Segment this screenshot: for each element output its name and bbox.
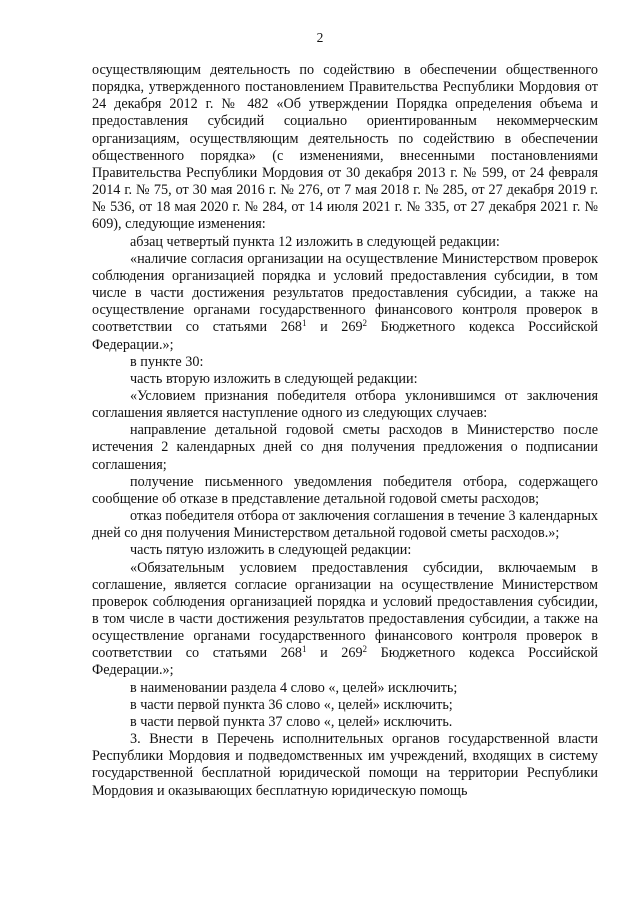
superscript: 1 (301, 644, 307, 655)
paragraph-text: «Обязательным условием предоставления субсидии, включаемым в соглашение, является согласие организации на осуществление Министерством проверок соблюдения организацией порядка и условий предоставления субсидии, в том числе в части достижения результатов предоставления субсидии, а также на осуществление органами государственного финансового контроля проверок в соответствии со статьями (92, 559, 598, 662)
paragraph: в пункте 30: (130, 353, 204, 370)
paragraph-consent-clause (92, 251, 598, 354)
article-number: 269 (341, 319, 363, 336)
superscript: 2 (362, 318, 368, 329)
paragraph: в части первой пункта 37 слово «, целей» исключить. (130, 713, 453, 730)
paragraph: получение письменного уведомления победителя отбора, содержащего сообщение об отказе в представление детальной годовой сметы расходов; (92, 473, 598, 507)
conjunction: и (320, 645, 328, 662)
paragraph: в наименовании раздела 4 слово «, целей» исключить; (130, 679, 458, 696)
paragraph: в части первой пункта 36 слово «, целей» исключить; (130, 696, 453, 713)
code-reference: Бюджетного кодекса Российской Федерации.»; (92, 645, 599, 679)
document-body (92, 62, 598, 800)
paragraph: направление детальной годовой сметы расходов в Министерство после истечения 2 календарных дней со дня получения предложения о подписании соглашения; (92, 422, 598, 473)
superscript: 1 (301, 318, 307, 329)
paragraph: «Условием признания победителя отбора уклонившимся от заключения соглашения является наступление одного из следующих случаев: (92, 387, 598, 422)
paragraph: часть вторую изложить в следующей редакции: (130, 370, 418, 387)
paragraph: отказ победителя отбора от заключения соглашения в течение 3 календарных дней со дня получения Министерством детальной годовой сметы расходов.»; (92, 508, 598, 542)
paragraph-item-3: 3. Внести в Перечень исполнительных органов государственной власти Республики Мордовия и подведомственных им учреждений, входящих в систему государственной бесплатной юридической помощи на территории Республики Мордовия и оказывающих бесплатную юридическую помощь (92, 731, 598, 799)
paragraph: часть пятую изложить в следующей редакции: (130, 542, 412, 559)
article-number: 268 (280, 319, 302, 336)
code-reference: Бюджетного кодекса Российской Федерации.»; (92, 319, 599, 353)
article-number: 269 (341, 645, 363, 662)
paragraph-obligatory-condition (92, 560, 598, 680)
conjunction: и (320, 319, 328, 336)
paragraph-amendment-intro: осуществляющим деятельность по содействию в обеспечении общественного порядка, утвержденного постановлением Правительства Республики Мордовия от 24 декабря 2012 г. № 482 «Об утверждении Порядка определения объема и предоставления субсидий социально ориентированным некоммерческим организациям, осуществляющим деятельность по содействию в обеспечении общественного порядка» (с изменениями, внесенными постановлениями Правительства Республики Мордовия от 30 декабря 2013 г. № 599, от 24 февраля 2014 г. № 75, от 30 мая 2016 г. № 276, от 7 мая 2018 г. № 285, от 27 декабря 2019 г. № 536, от 18 мая 2020 г. № 284, от 14 июля 2021 г. № 335, от 27 декабря 2021 г. № 609), следующие изменения: (92, 62, 598, 233)
superscript: 2 (362, 644, 368, 655)
paragraph: абзац четвертый пункта 12 изложить в следующей редакции: (130, 233, 500, 250)
page-number: 2 (316, 30, 324, 45)
article-number: 268 (280, 645, 302, 662)
paragraph-text: «наличие согласия организации на осуществление Министерством проверок соблюдения организацией порядка и условий предоставления субсидии, в том числе в части достижения результатов предоставления субсидии, а также на осуществление органами государственного финансового контроля проверок в соответствии со статьями (92, 250, 598, 336)
